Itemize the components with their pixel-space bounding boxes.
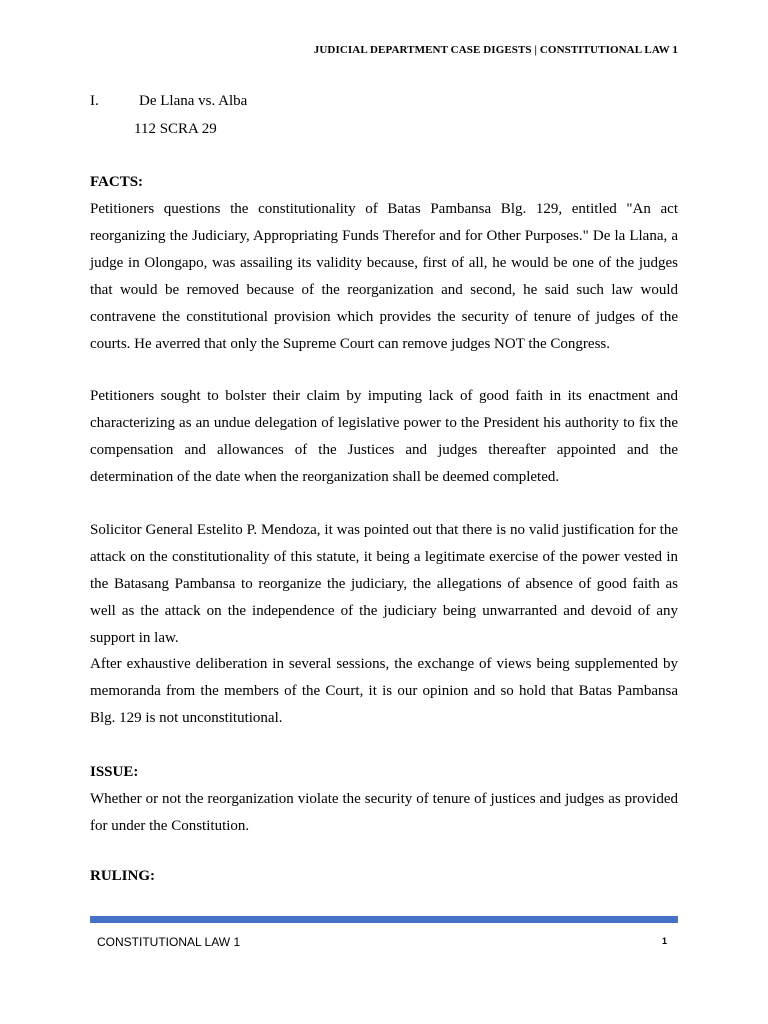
- case-citation: 112 SCRA 29: [134, 121, 217, 137]
- ruling-heading: RULING:: [90, 868, 156, 884]
- case-number: I.: [90, 93, 99, 109]
- facts-paragraph-3: Solicitor General Estelito P. Mendoza, it was pointed out that there is no valid justification for the attack on the constitutionality of this statute, it being a legitimate exercise of the power vested in the Batasang Pambansa to reorganize the judiciary, the allegations of absence of good faith as well as the attack on the independence of the judiciary being unwarranted and devoid of any support in law.: [90, 522, 678, 646]
- issue-paragraph: Whether or not the reorganization violate the security of tenure of justices and judges as provided for under the Constitution.: [90, 791, 678, 834]
- footer-text: CONSTITUTIONAL LAW 1: [97, 935, 241, 949]
- case-title: [90, 93, 247, 113]
- facts-heading: FACTS:: [90, 174, 144, 190]
- facts-paragraph-4: After exhaustive deliberation in several sessions, the exchange of views being supplemented by memoranda from the members of the Court, it is our opinion and so hold that Batas Pambansa Blg. 129 is not unconstitutional.: [90, 656, 678, 726]
- page-header: JUDICIAL DEPARTMENT CASE DIGESTS | CONSTITUTIONAL LAW 1: [313, 44, 678, 56]
- case-name: De Llana vs. Alba: [139, 93, 248, 109]
- footer-rule: [90, 916, 678, 923]
- facts-paragraph-2: Petitioners sought to bolster their claim by imputing lack of good faith in its enactment and characterizing as an undue delegation of legislative power to the President his authority to fix the compensation and allowances of the Justices and judges thereafter appointed and the determination of the date when the reorganization shall be deemed completed.: [90, 388, 678, 485]
- facts-paragraph-1: Petitioners questions the constitutionality of Batas Pambansa Blg. 129, entitled "An act reorganizing the Judiciary, Appropriating Funds Therefor and for Other Purposes." De la Llana, a judge in Olongapo, was assailing its validity because, first of all, he would be one of the judges that would be removed because of the reorganization and second, he said such law would contravene the constitutional provision which provides the security of tenure of judges of the courts. He averred that only the Supreme Court can remove judges NOT the Congress.: [90, 201, 678, 352]
- issue-heading: ISSUE:: [90, 764, 139, 780]
- page-number: 1: [662, 936, 668, 946]
